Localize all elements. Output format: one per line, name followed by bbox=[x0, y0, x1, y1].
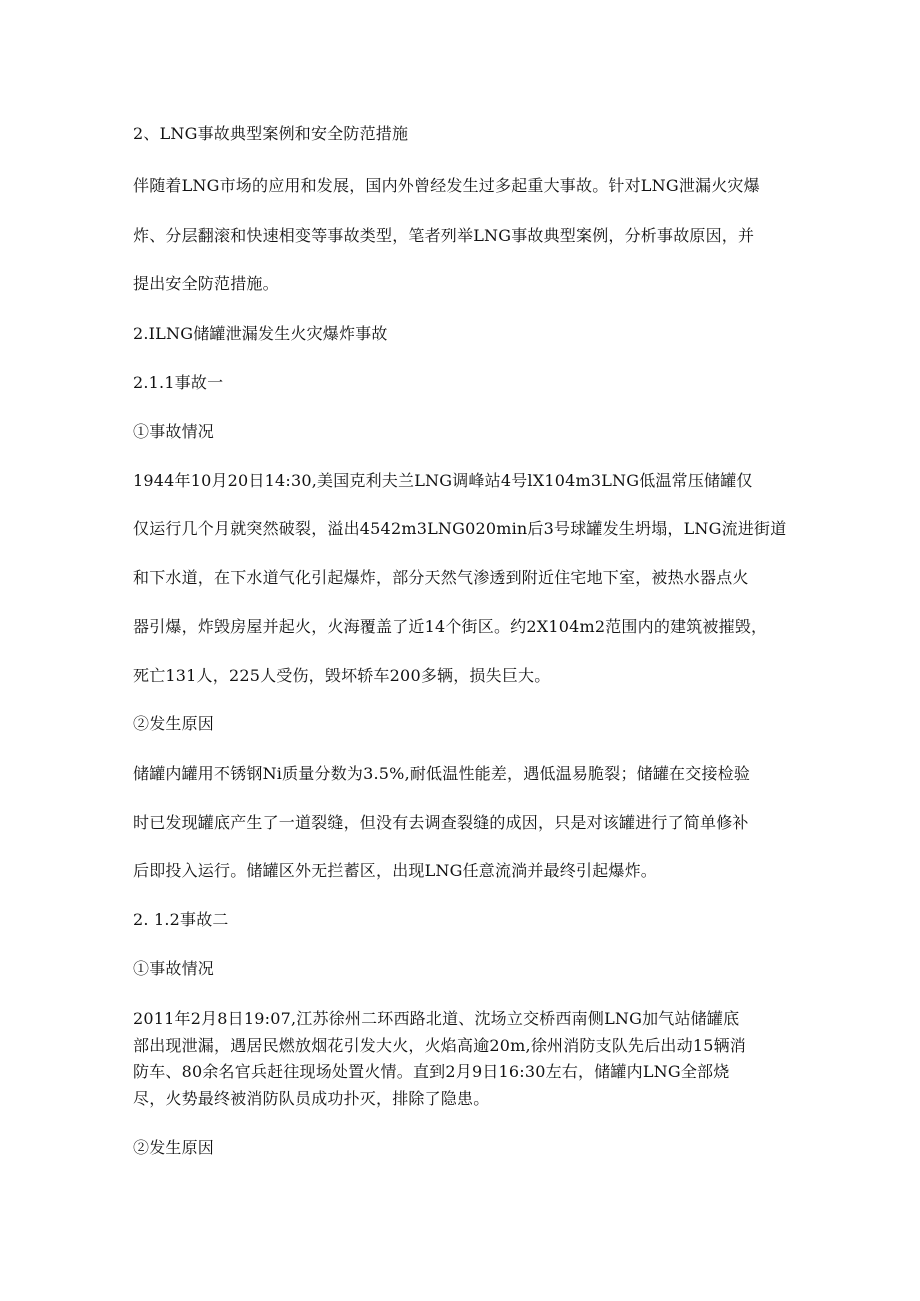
case1-situation-line-4: 器引爆，炸毁房屋并起火，火海覆盖了近14个街区。约2X104m2范围内的建筑被摧毁， bbox=[133, 617, 768, 636]
case1-title: 2.1.1事故一 bbox=[133, 373, 224, 392]
case1-cause-heading: ②发生原因 bbox=[133, 714, 215, 733]
case1-cause-line-3: 后即投入运行。储罐区外无拦蓄区，出现LNG任意流淌并最终引起爆炸。 bbox=[133, 861, 658, 880]
case2-situation-line-2: 部出现泄漏，遇居民燃放烟花引发大火，火焰高逾20m,徐州消防支队先后出动15辆消 bbox=[133, 1036, 746, 1055]
intro-line-1: 伴随着LNG市场的应用和发展，国内外曾经发生过多起重大事故。针对LNG泄漏火灾爆 bbox=[133, 176, 760, 195]
intro-line-2: 炸、分层翻滚和快速相变等事故类型，笔者列举LNG事故典型案例，分析事故原因，并 bbox=[133, 226, 755, 245]
case2-situation-line-3: 防车、80余名官兵赶往现场处置火情。直到2月9日16:30左右，储罐内LNG全部烧 bbox=[133, 1062, 730, 1081]
case1-situation-line-3: 和下水道，在下水道气化引起爆炸，部分天然气渗透到附近住宅地下室，被热水器点火 bbox=[133, 568, 749, 587]
case2-situation-heading: ①事故情况 bbox=[133, 959, 215, 978]
subsection-title: 2.ILNG储罐泄漏发生火灾爆炸事故 bbox=[133, 324, 388, 343]
case2-title: 2. 1.2事故二 bbox=[133, 910, 229, 929]
case1-situation-line-5: 死亡131人，225人受伤，毁坏轿车200多辆，损失巨大。 bbox=[133, 666, 551, 685]
case1-situation-line-2: 仅运行几个月就突然破裂，溢出4542m3LNG020min后3号球罐发生坍塌，LNG流进街道 bbox=[133, 519, 787, 538]
section-title: 2、LNG事故典型案例和安全防范措施 bbox=[133, 124, 409, 143]
case2-cause-heading: ②发生原因 bbox=[133, 1138, 215, 1157]
case1-situation-line-1: 1944年10月20日14:30,美国克利夫兰LNG调峰站4号lX104m3LNG低温常压储罐仅 bbox=[133, 471, 753, 490]
case1-cause-line-2: 时已发现罐底产生了一道裂缝，但没有去调查裂缝的成因，只是对该罐进行了简单修补 bbox=[133, 813, 749, 832]
case1-cause-line-1: 储罐内罐用不锈钢Ni质量分数为3.5%,耐低温性能差，遇低温易脆裂；储罐在交接检验 bbox=[133, 764, 751, 783]
case2-situation-line-1: 2011年2月8日19:07,江苏徐州二环西路北道、沈场立交桥西南侧LNG加气站储罐底 bbox=[133, 1009, 740, 1028]
case2-situation-line-4: 尽，火势最终被消防队员成功扑灭，排除了隐患。 bbox=[133, 1089, 490, 1108]
intro-line-3: 提出安全防范措施。 bbox=[133, 274, 279, 293]
case1-situation-heading: ①事故情况 bbox=[133, 422, 215, 441]
